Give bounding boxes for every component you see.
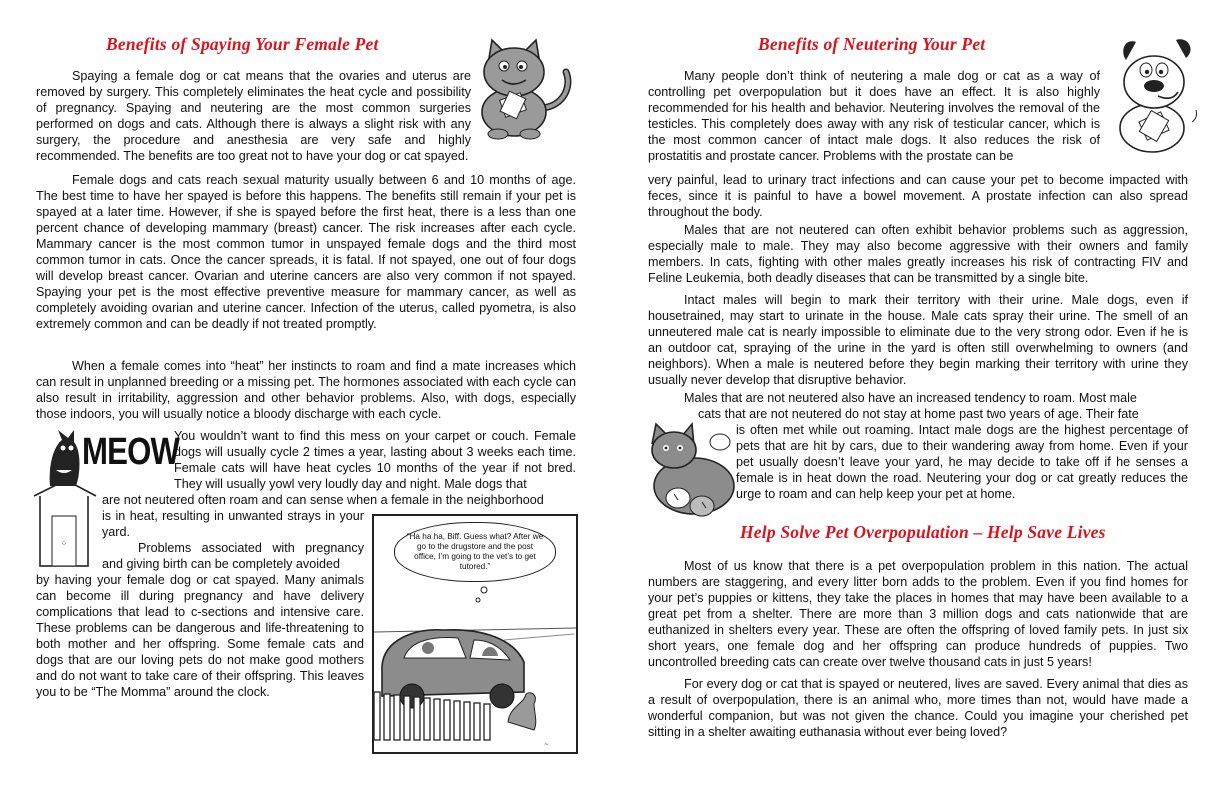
spaying-p1: Spaying a female dog or cat means that the ovaries and uterus are removed by surgery. This completely eliminates the heat cycle and possibility of pregnancy. Spaying and neutering are the most common surgeries performed on dogs and cats. Although there is always a slight risk with any surgery, the procedure and anesthesia are very safe and highly recommended. The benefits are too great not to have your dog or cat spayed. bbox=[36, 69, 471, 163]
svg-text:~: ~ bbox=[544, 741, 550, 748]
spaying-paragraph-3: When a female comes into “heat” her instincts to roam and find a mate increases which can result in unplanned breeding or a missing pet. The hormones associated with each cycle can also result in irritability, aggression and other behavior problems. Also, with dogs, especially those indoors, you will usually notice a bloody discharge with each cycle. bbox=[36, 359, 576, 421]
neutering-paragraph-4c: is often met while out roaming. Intact male dogs are the highest percentage of pets that are hit by cars, due to their wandering away from home. Even if your pet usually doesn’t leave your yard, he may decide to take off if he senses a female is in heat down the road. Neutering your dog or cat greatly reduces the urge to roam and can help keep your pet at home. bbox=[736, 423, 1188, 501]
svg-text:⁘: ⁘ bbox=[60, 539, 68, 548]
spaying-paragraph-3c: are not neutered often roam and can sense when a female in the neighborhood bbox=[102, 493, 544, 507]
neutering-paragraph-4b: cats that are not neutered do not stay at home past two years of age. Their fate bbox=[698, 407, 1139, 421]
overpopulation-title: Help Solve Pet Overpopulation – Help Save Lives bbox=[740, 522, 1106, 542]
cat-family-illustration bbox=[644, 420, 744, 520]
bandaged-cat-illustration bbox=[474, 36, 580, 140]
dog-car-cartoon bbox=[372, 514, 578, 754]
neutering-paragraph-3: Intact males will begin to mark their territory with their urine. Male dogs, even if housetrained, may start to urinate in the house. Male cats spray their urine. The smell of an unneutered male cat is nearly impossible to eliminate due to the very strong odor. Even if he is an outdoor cat, spraying of the urine in the yard is often still overwhelming to owners (and neighbors). When a male is neutered before they begin marking their territory with urine they usually never develop that disruptive behavior. bbox=[648, 293, 1188, 387]
overpopulation-paragraph-2: For every dog or cat that is spayed or neutered, lives are saved. Every animal that dies as a result of overpopulation, there is an animal who, more times than not, would have made a wonderful companion, but was not given the chance. Could you imagine your cherished pet sitting in a shelter awaiting euthanasia without ever being loved? bbox=[648, 677, 1188, 739]
overpopulation-paragraph-1: Most of us know that there is a pet overpopulation problem in this nation. The actual numbers are staggering, and every litter born adds to the problem. Even if you find homes for your pet’s puppies or kittens, they take the places in homes that may have been available to a great pet from a shelter. There are more than 3 million dogs and cats nationwide that are euthanized in shelters every year. These are often the offspring of loved family pets. In just six short years, one female dog and her offspring can produce hundreds of puppies. Two uncontrolled breeding cats can create over twelve thousand cats in just 5 years! bbox=[648, 559, 1188, 669]
spaying-paragraph-3b: You wouldn’t want to find this mess on your carpet or couch. Female dogs will usually cycle 2 times a year, lasting about 3 weeks each time. Female cats will have heat cycles 10 months of the year if not bred. They will usually yowl very loudly day and night. Male dogs that bbox=[174, 429, 576, 491]
neutering-paragraph-2: Males that are not neutered can often exhibit behavior problems such as aggression, especially male to male. They may also become aggressive with their owners and family members. In cats, fighting with other males greatly increases his risk of contracting FIV and Feline Leukemia, both deadly diseases that can be transmitted by a single bite. bbox=[648, 223, 1188, 285]
spaying-paragraph-4a: Problems associated with pregnancy and giving birth can be completely avoided bbox=[102, 541, 364, 571]
neutering-paragraph-1b: very painful, lead to urinary tract infections and can cause your pet to become impacted with feces, since it is painful to have a bowel movement. A prostate infection can also spread throughout the body. bbox=[648, 173, 1188, 219]
neutering-paragraph-4a: Males that are not neutered also have an increased tendency to roam. Most male bbox=[684, 391, 1137, 405]
spaying-paragraph-2: Female dogs and cats reach sexual maturity usually between 6 and 10 months of age. The best time to have her spayed is before this happens. The benefits still remain if your pet is spayed at a later time. However, if she is spayed before the first heat, there is a less than one percent chance of developing mammary (breast) cancer. The risk increases after each cycle. Mammary cancer is the most common tumor in unspayed female dogs and the third most common tumor in cats. Once the cancer spreads, it is fatal. If not spayed, one out of four dogs will develop breast cancer. Ovarian and uterine cancers are also very common if not spayed. Spaying your pet is the most effective preventive measure for mammary cancer, as well as completely avoiding ovarian and uterine cancer. Infection of the uterus, called pyometra, is also extremely common and can be deadly if not treated promptly. bbox=[36, 173, 576, 331]
spaying-paragraph-1a bbox=[36, 68, 471, 164]
cartoon-speech-bubble: “Ha ha ha, Biff. Guess what? After we go to the drugstore and the post office, I’m going to the vet’s to get tutored.” bbox=[394, 522, 556, 582]
bandaged-dog-illustration bbox=[1106, 36, 1206, 154]
spaying-paragraph-4b: by having your female dog or cat spayed. Many animals can become ill during pregnancy and have delivery complications that lead to c-sections and intensive care. These problems can be dangerous and life-threatening to both mother and her offspring. Some female cats and dogs that are our loving pets do not make good mothers and do not want to take care of their offspring. This leaves you to be “The Momma” around the clock. bbox=[36, 573, 364, 699]
spaying-paragraph-3d: is in heat, resulting in unwanted strays in your yard. bbox=[102, 509, 364, 539]
right-page bbox=[612, 0, 1224, 792]
neutering-paragraph-1: Many people don’t think of neutering a male dog or cat as a way of controlling pet overpopulation but it does have an effect. It is also highly recommended for his health and behavior. Neutering involves the removal of the testicles. This completely does away with any risk of testicular cancer, which is the most common cancer of intact male dogs. It also reduces the risk of prostatitis and prostate cancer. Problems with the prostate can be bbox=[648, 69, 1100, 163]
spaying-title: Benefits of Spaying Your Female Pet bbox=[106, 34, 379, 54]
cartoon-scene bbox=[374, 516, 576, 752]
neutering-title: Benefits of Neutering Your Pet bbox=[758, 34, 986, 54]
meow-text: MEOW bbox=[82, 431, 180, 473]
